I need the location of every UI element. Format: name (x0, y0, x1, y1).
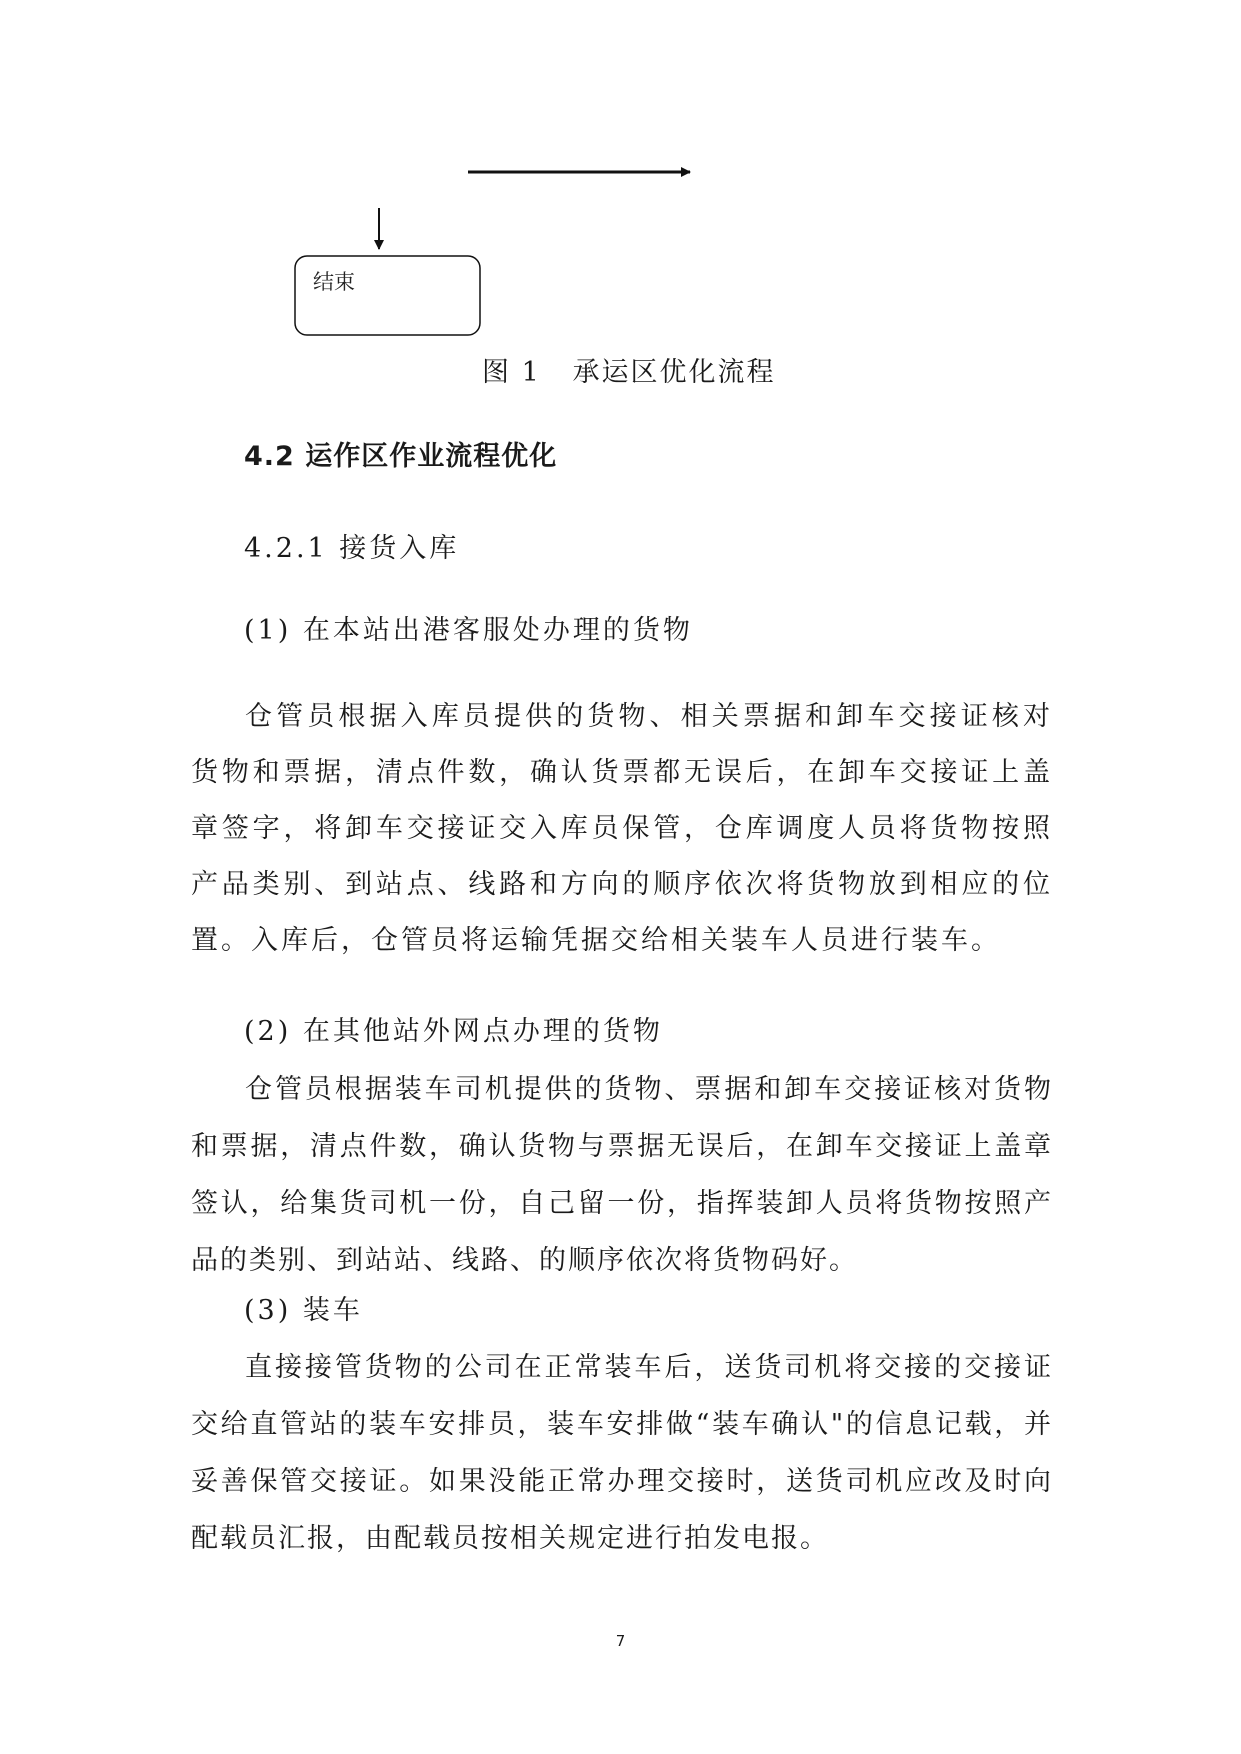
item1-paragraph: 仓管员根据入库员提供的货物、相关票据和卸车交接证核对货物和票据，清点件数，确认货票都无误后，在卸车交接证上盖章签字，将卸车交接证交入库员保管，仓库调度人员将货物按照产品类别、到站点、线路和方向的顺序依次将货物放到相应的位置。入库后，仓管员将运输凭据交给相关装车人员进行装车。 (191, 701, 1053, 956)
item3-title: (3) 装车 (244, 1295, 363, 1326)
item1-title: (1) 在本站出港客服处办理的货物 (244, 615, 693, 646)
subsection-title: 4.2.1 接货入库 (244, 533, 460, 564)
end-box-label: 结束 (313, 270, 355, 294)
section-heading: 4.2 运作区作业流程优化 (244, 441, 558, 472)
item2-title: (2) 在其他站外网点办理的货物 (244, 1016, 663, 1047)
figure-caption: 图 1 承运区优化流程 (482, 357, 776, 388)
flowchart-fragment (0, 0, 1241, 360)
item2-paragraph: 仓管员根据装车司机提供的货物、票据和卸车交接证核对货物和票据，清点件数，确认货物与票据无误后，在卸车交接证上盖章签认，给集货司机一份，自己留一份，指挥装卸人员将货物按照产品的类别、到站站、线路、的顺序依次将货物码好。 (191, 1074, 1053, 1276)
item3-paragraph: 直接接管货物的公司在正常装车后，送货司机将交接的交接证交给直管站的装车安排员，装车安排做“装车确认"的信息记载，并妥善保管交接证。如果没能正常办理交接时，送货司机应改及时向配载员汇报，由配载员按相关规定进行拍发电报。 (191, 1352, 1053, 1554)
page-number: 7 (615, 1632, 626, 1650)
